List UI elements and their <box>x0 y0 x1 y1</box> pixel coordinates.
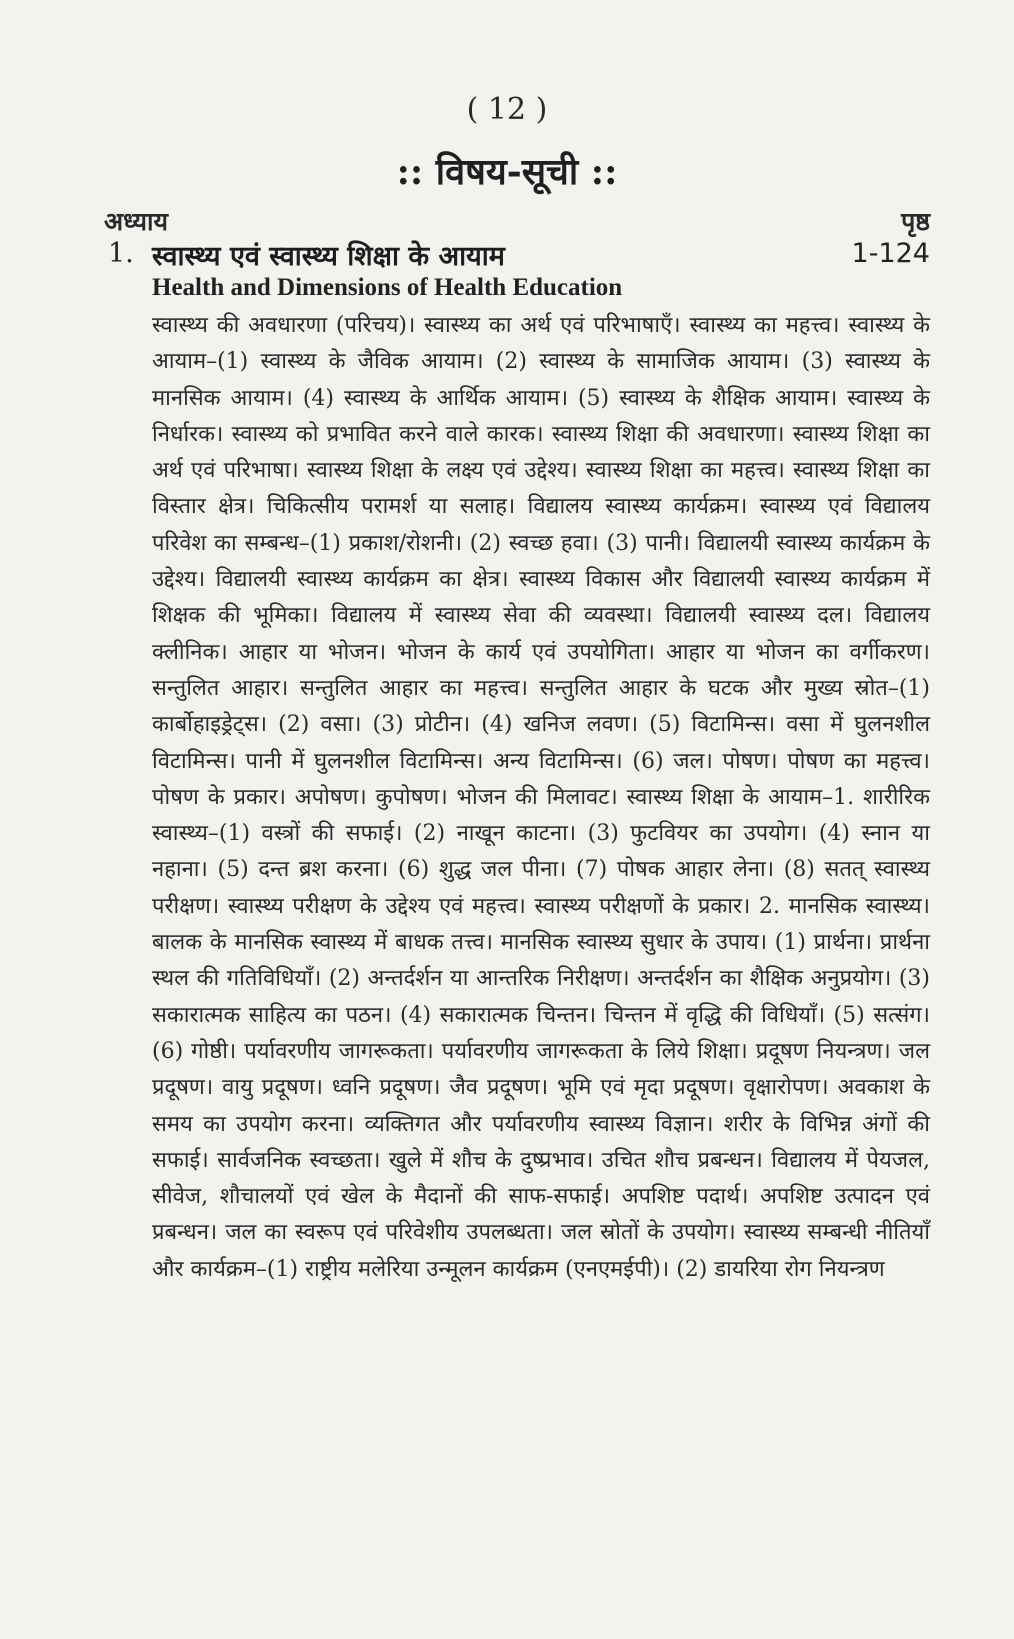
page-number: ( 12 ) <box>466 92 548 127</box>
chapter-title-english: Health and Dimensions of Health Education <box>152 274 623 301</box>
chapter-title-hindi: स्वास्थ्य एवं स्वास्थ्य शिक्षा के आयाम <box>152 241 505 272</box>
chapter-column-header: अध्याय <box>104 207 168 236</box>
chapter-topics-paragraph: स्वास्थ्य की अवधारणा (परिचय)। स्वास्थ्य का अर्थ एवं परिभाषाएँ। स्वास्थ्य का महत्त्व। स्वास्थ्य के आयाम–(1) स्वास्थ्य के जैविक आयाम। (2) स्वास्थ्य के सामाजिक आयाम। (3) स्वास्थ्य के मानसिक आयाम। (4) स्वास्थ्य के आर्थिक आयाम। (5) स्वास्थ्य के शैक्षिक आयाम। स्वास्थ्य के निर्धारक। स्वास्थ्य को प्रभावित करने वाले कारक। स्वास्थ्य शिक्षा की अवधारणा। स्वास्थ्य शिक्षा का अर्थ एवं परिभाषा। स्वास्थ्य शिक्षा के लक्ष्य एवं उद्देश्य। स्वास्थ्य शिक्षा का महत्त्व। स्वास्थ्य शिक्षा का विस्तार क्षेत्र। चिकित्सीय परामर्श या सलाह। विद्यालय स्वास्थ्य कार्यक्रम। स्वास्थ्य एवं विद्यालय परिवेश का सम्बन्ध–(1) प्रकाश/रोशनी। (2) स्वच्छ हवा। (3) पानी। विद्यालयी स्वास्थ्य कार्यक्रम के उद्देश्य। विद्यालयी स्वास्थ्य कार्यक्रम का क्षेत्र। स्वास्थ्य विकास और विद्यालयी स्वास्थ्य कार्यक्रम में शिक्षक की भूमिका। विद्यालय में स्वास्थ्य सेवा की व्यवस्था। विद्यालयी स्वास्थ्य दल। विद्यालय क्लीनिक। आहार या भोजन। भोजन के कार्य एवं उपयोगिता। आहार या भोजन का वर्गीकरण। सन्तुलित आहार। सन्तुलित आहार का महत्त्व। सन्तुलित आहार के घटक और मुख्य स्रोत–(1) कार्बोहाइड्रेट्स। (2) वसा। (3) प्रोटीन। (4) खनिज लवण। (5) विटामिन्स। वसा में घुलनशील विटामिन्स। पानी में घुलनशील विटामिन्स। अन्य विटामिन्स। (6) जल। पोषण। पोषण का महत्त्व। पोषण के प्रकार। अपोषण। कुपोषण। भोजन की मिलावट। स्वास्थ्य शिक्षा के आयाम–1. शारीरिक स्वास्थ्य–(1) वस्त्रों की सफाई। (2) नाखून काटना। (3) फुटवियर का उपयोग। (4) स्नान या नहाना। (5) दन्त ब्रश करना। (6) शुद्ध जल पीना। (7) पोषक आहार लेना। (8) सतत् स्वास्थ्य परीक्षण। स्वास्थ्य परीक्षण के उद्देश्य एवं महत्त्व। स्वास्थ्य परीक्षणों के प्रकार। 2. मानसिक स्वास्थ्य। बालक के मानसिक स्वास्थ्य में बाधक तत्त्व। मानसिक स्वास्थ्य सुधार के उपाय। (1) प्रार्थना। प्रार्थना स्थल की गतिविधियाँ। (2) अन्तर्दर्शन या आन्तरिक निरीक्षण। अन्तर्दर्शन का शैक्षिक अनुप्रयोग। (3) सकारात्मक साहित्य का पठन। (4) सकारात्मक चिन्तन। चिन्तन में वृद्धि की विधियाँ। (5) सत्संग। (6) गोष्ठी। पर्यावरणीय जागरूकता। पर्यावरणीय जागरूकता के लिये शिक्षा। प्रदूषण नियन्त्रण। जल प्रदूषण। वायु प्रदूषण। ध्वनि प्रदूषण। जैव प्रदूषण। भूमि एवं मृदा प्रदूषण। वृक्षारोपण। अवकाश के समय का उपयोग करना। व्यक्तिगत और पर्यावरणीय स्वास्थ्य विज्ञान। शरीर के विभिन्न अंगों की सफाई। सार्वजनिक स्वच्छता। खुले में शौच के दुष्प्रभाव। उचित शौच प्रबन्धन। विद्यालय में पेयजल, सीवेज, शौचालयों एवं खेल के मैदानों की साफ-सफाई। अपशिष्ट पदार्थ। अपशिष्ट उत्पादन एवं प्रबन्धन। जल का स्वरूप एवं परिवेशीय उपलब्धता। जल स्रोतों के उपयोग। स्वास्थ्य सम्बन्धी नीतियाँ और कार्यक्रम–(1) राष्ट्रीय मलेरिया उन्मूलन कार्यक्रम (एनएमईपी)। (2) डायरिया रोग नियन्त्रण <box>152 313 930 1282</box>
page-column-header: पृष्ठ <box>901 207 930 236</box>
table-of-contents-title: :: विषय-सूची :: <box>396 151 618 193</box>
chapter-contents <box>152 308 930 1288</box>
chapter-page-range: 1-124 <box>851 238 930 269</box>
chapter-number: 1. <box>108 238 134 269</box>
